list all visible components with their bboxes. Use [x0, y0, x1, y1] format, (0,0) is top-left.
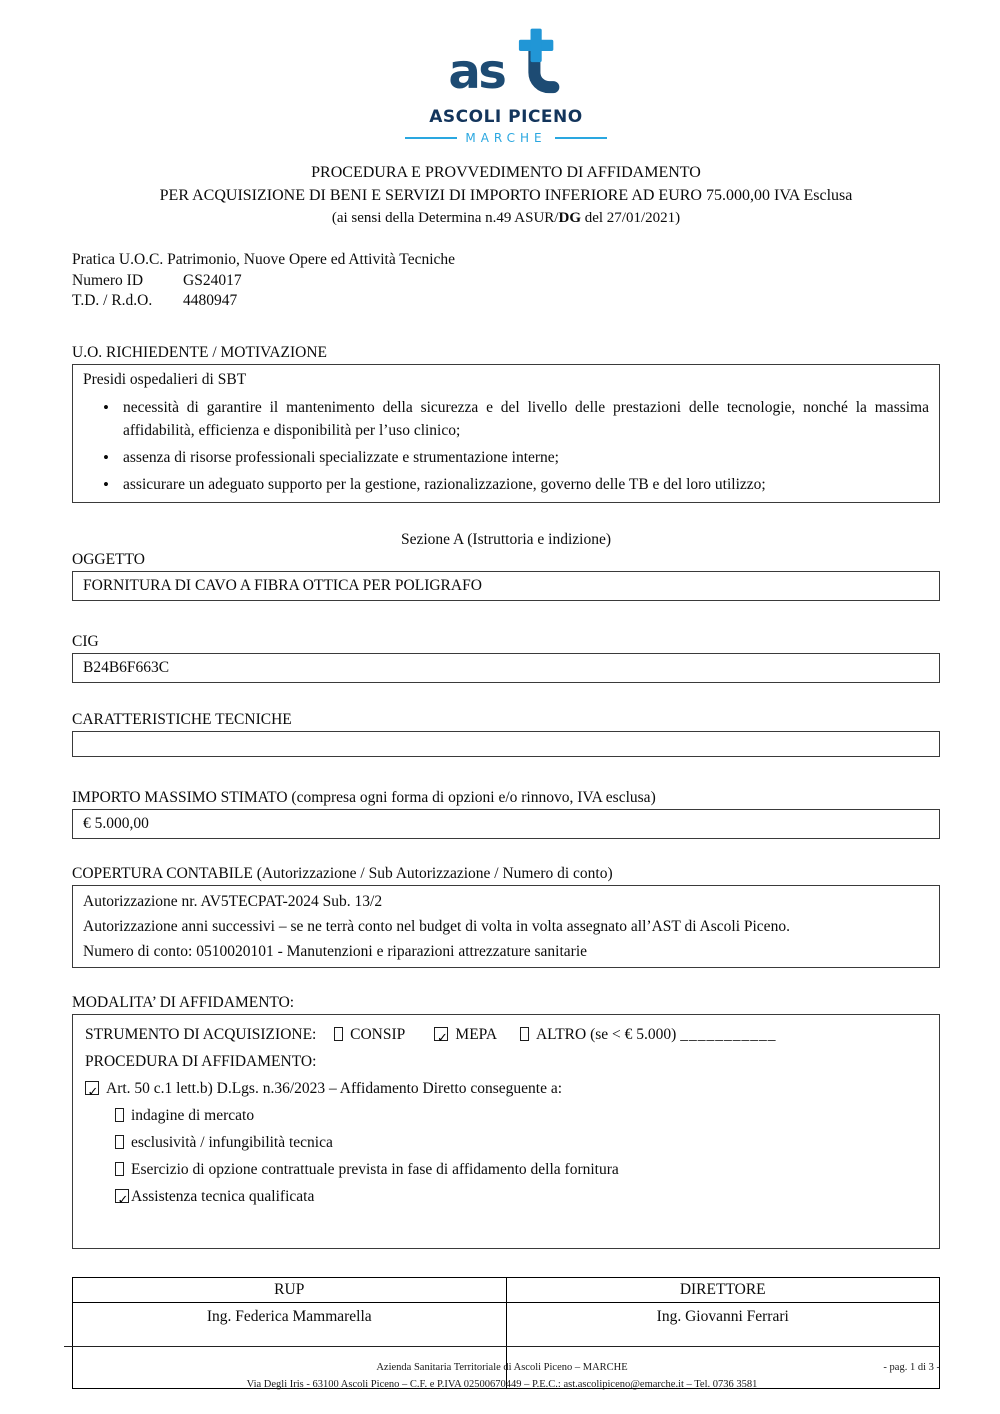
- art-50-label: Art. 50 c.1 lett.b) D.Lgs. n.36/2023 – Affidamento Diretto conseguente a:: [106, 1079, 563, 1097]
- footer-org-line: Azienda Sanitaria Territoriale di Ascoli Piceno – MARCHE: [376, 1362, 628, 1374]
- uo-intro: Presidi ospedalieri di SBT: [83, 370, 247, 388]
- modalita-box: [72, 1014, 940, 1249]
- checkbox-checked-icon: [85, 1081, 99, 1095]
- title-line-1: PROCEDURA E PROVVEDIMENTO DI AFFIDAMENTO: [311, 164, 701, 181]
- modalita-heading: MODALITA’ DI AFFIDAMENTO:: [72, 993, 295, 1011]
- section-oggetto: [72, 551, 940, 601]
- rup-header: RUP: [73, 1277, 507, 1302]
- logo-region-row: [72, 131, 940, 145]
- sub-options: [85, 1102, 927, 1210]
- sezione-a-heading: Sezione A (Istruttoria e indizione): [400, 530, 612, 548]
- checkbox-checked-icon: [434, 1027, 448, 1041]
- document-title: [72, 161, 940, 230]
- caratteristiche-box: [72, 731, 940, 757]
- pratica-row-tdrdo: [72, 291, 940, 312]
- pratica-value: GS24017: [183, 271, 242, 289]
- uo-bullet-list: [83, 396, 929, 496]
- sub-option-row: [115, 1156, 927, 1183]
- logo-region-text: MARCHE: [465, 131, 547, 145]
- copertura-label: COPERTURA CONTABILE (Autorizzazione / Sub Autorizzazione / Numero di conto): [72, 864, 613, 882]
- logo-left-line: [405, 137, 457, 139]
- pratica-row-numero-id: [72, 271, 940, 292]
- option-mepa-label: MEPA: [455, 1025, 497, 1043]
- checkbox-unchecked-icon: [334, 1027, 343, 1041]
- uo-heading: U.O. RICHIEDENTE / MOTIVAZIONE: [72, 343, 328, 361]
- importo-box: € 5.000,00: [72, 809, 940, 839]
- section-copertura: [72, 865, 940, 968]
- sub-option-label: esclusività / infungibilità tecnica: [131, 1133, 333, 1151]
- title-line-3c: del 27/01/2021): [580, 210, 681, 226]
- checkbox-checked-icon: [115, 1189, 129, 1203]
- footer-address-line: Via Degli Iris - 63100 Ascoli Piceno – C.F. e P.IVA 02500670449 – P.E.C.: ast.ascolipiceno@emarche.it – Tel. 0736 3581: [246, 1379, 758, 1391]
- title-line-2: PER ACQUISIZIONE DI BENI E SERVIZI DI IMPORTO INFERIORE AD EURO 75.000,00 IVA Esclusa: [159, 187, 853, 204]
- sub-option-label: Esercizio di opzione contrattuale prevista in fase di affidamento della fornitura: [131, 1160, 619, 1178]
- oggetto-label: OGGETTO: [72, 550, 145, 568]
- pratica-value: 4480947: [183, 292, 238, 309]
- checkbox-unchecked-icon: [115, 1108, 124, 1122]
- copertura-line: Autorizzazione nr. AV5TECPAT-2024 Sub. 13/2: [83, 892, 383, 910]
- sub-option-label: indagine di mercato: [131, 1106, 255, 1124]
- title-line-3a: (ai sensi della Determina n.49 ASUR/: [331, 210, 559, 226]
- procedura-label: PROCEDURA DI AFFIDAMENTO:: [85, 1052, 317, 1070]
- checkbox-unchecked-icon: [520, 1027, 529, 1041]
- sub-option-row: [115, 1102, 927, 1129]
- section-caratteristiche: [72, 711, 940, 757]
- strumento-row: [85, 1021, 927, 1048]
- uo-bullet: • assicurare un adeguato supporto per la gestione, razionalizzazione, governo delle TB e del loro utilizzo;: [83, 473, 929, 496]
- section-importo: [72, 789, 940, 839]
- pratica-line: Pratica U.O.C. Patrimonio, Nuove Opere ed Attività Tecniche: [72, 251, 456, 268]
- sub-option-row: [115, 1129, 927, 1156]
- section-modalita: [72, 994, 940, 1249]
- page-footer: [64, 1346, 940, 1394]
- oggetto-box: FORNITURA DI CAVO A FIBRA OTTICA PER POLIGRAFO: [72, 571, 940, 601]
- option-altro-label: ALTRO (se < € 5.000): [535, 1025, 677, 1043]
- pratica-label: Numero ID: [72, 271, 144, 289]
- uo-box: [72, 364, 940, 503]
- checkbox-unchecked-icon: [115, 1162, 124, 1176]
- svg-text:as: as: [448, 43, 505, 100]
- option-consip-label: CONSIP: [350, 1025, 405, 1043]
- direttore-name: Ing. Giovanni Ferrari: [506, 1302, 940, 1388]
- copertura-line: Autorizzazione anni successivi – se ne terrà conto nel budget di volta in volta assegnato all’AST di Ascoli Piceno.: [83, 917, 790, 935]
- altro-blank-line: ___________: [680, 1025, 777, 1043]
- caratteristiche-label: CARATTERISTICHE TECNICHE: [72, 710, 292, 728]
- rup-name: Ing. Federica Mammarella: [73, 1302, 507, 1388]
- signature-header-row: [73, 1277, 940, 1302]
- ast-logo-icon: [443, 26, 569, 105]
- logo-city-text: ASCOLI PICENO: [429, 107, 583, 127]
- art-50-row: [85, 1075, 927, 1102]
- section-uo-richiedente: [72, 344, 940, 503]
- title-line-3b: DG: [558, 210, 581, 226]
- copertura-line: Numero di conto: 0510020101 - Manutenzioni e riparazioni attrezzature sanitarie: [83, 942, 587, 960]
- cig-label: CIG: [72, 632, 99, 650]
- copertura-box: [72, 885, 940, 968]
- uo-bullet: • necessità di garantire il mantenimento della sicurezza e del livello delle prestazioni delle tecnologie, nonché la massima affidabilità, efficienza e disponibilità per l’uso clinico;: [83, 396, 929, 442]
- section-cig: [72, 633, 940, 683]
- sub-option-row: [115, 1183, 927, 1210]
- cig-box: B24B6F663C: [72, 653, 940, 683]
- uo-bullet: • assenza di risorse professionali specializzate e strumentazione interne;: [83, 446, 929, 469]
- sub-option-label: Assistenza tecnica qualificata: [131, 1187, 315, 1205]
- direttore-header: DIRETTORE: [506, 1277, 940, 1302]
- logo-right-line: [555, 137, 607, 139]
- title-line-3: [72, 207, 940, 230]
- strumento-label: STRUMENTO DI ACQUISIZIONE:: [85, 1025, 317, 1043]
- page-number: - pag. 1 di 3 -: [883, 1362, 940, 1374]
- logo: [72, 26, 940, 145]
- importo-label: IMPORTO MASSIMO STIMATO (compresa ogni forma di opzioni e/o rinnovo, IVA esclusa): [72, 788, 656, 806]
- pratica-label: T.D. / R.d.O.: [72, 292, 153, 309]
- checkbox-unchecked-icon: [115, 1135, 124, 1149]
- pratica-block: [72, 250, 940, 312]
